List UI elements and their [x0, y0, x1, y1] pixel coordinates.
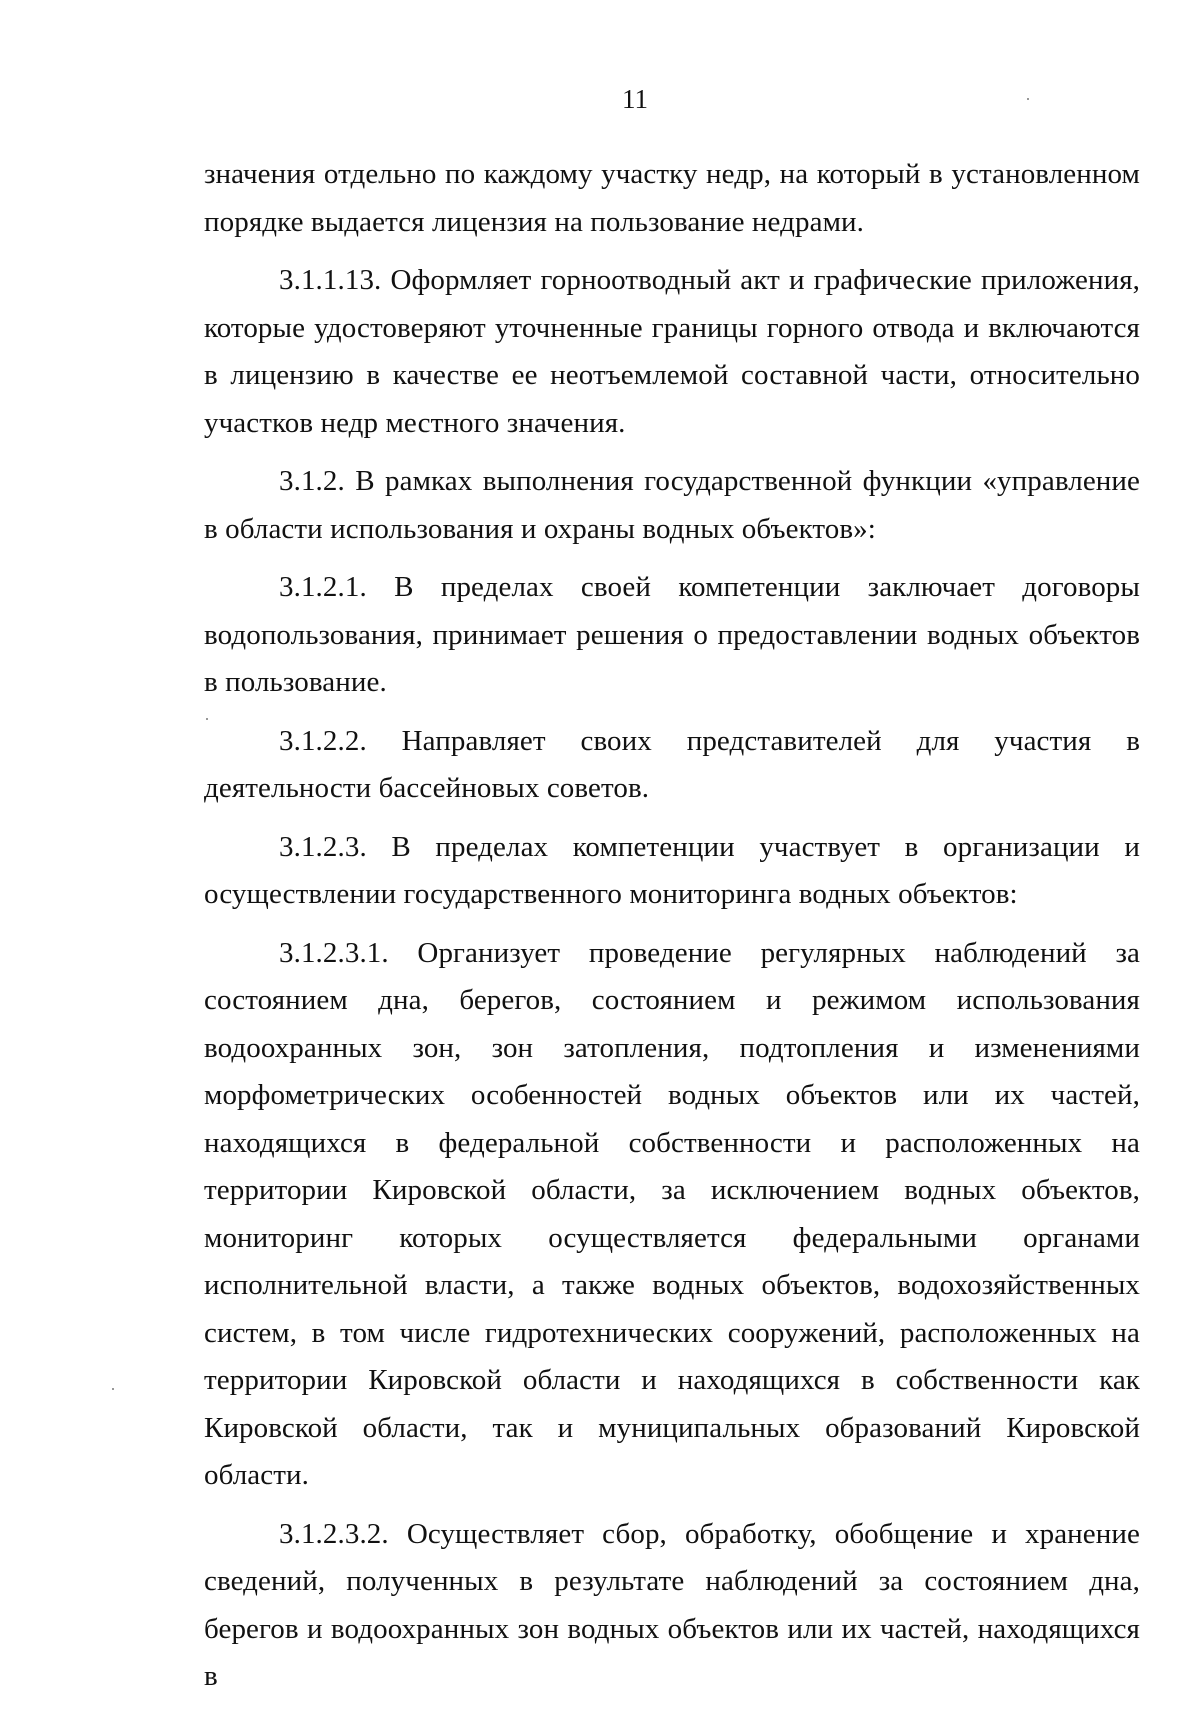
- scan-speck: [112, 1388, 114, 1390]
- paragraph-3-1-2-3-1: 3.1.2.3.1. Организует проведение регулярных наблюдений за состоянием дна, берегов, состоянием и режимом использования водоохранных зон, зон затопления, подтопления и изменениями морфометрических особенностей водных объектов или их частей, находящихся в федеральной собственности и расположенных на территории Кировской области, за исключением водных объектов, мониторинг которых осуществляется федеральными органами исполнительной власти, а также водных объектов, водохозяйственных систем, в том числе гидротехнических сооружений, расположенных на территории Кировской области и находящихся в собственности как Кировской области, так и муниципальных образований Кировской области.: [204, 936, 1140, 1491]
- paragraph-3-1-2-3: 3.1.2.3. В пределах компетенции участвует в организации и осуществлении государственного мониторинга водных объектов:: [204, 830, 1140, 910]
- page-number: 11: [622, 84, 648, 114]
- scan-speck: [1027, 98, 1029, 100]
- paragraph-3-1-2: 3.1.2. В рамках выполнения государственной функции «управление в области использования и охраны водных объектов»:: [204, 465, 1140, 545]
- paragraph-3-1-1-13: 3.1.1.13. Оформляет горноотводный акт и графические приложения, которые удостоверяют уточненные границы горного отвода и включаются в лицензию в качестве ее неотъемлемой составной части, относительно участков недр местного значения.: [204, 264, 1140, 439]
- paragraph-3-1-2-1: 3.1.2.1. В пределах своей компетенции заключает договоры водопользования, принимает решения о предоставлении водных объектов в пользование.: [204, 571, 1140, 698]
- document-body: [204, 151, 1140, 1712]
- paragraph-continuation: значения отдельно по каждому участку недр, на который в установленном порядке выдается лицензия на пользование недрами.: [204, 158, 1140, 238]
- paragraph-3-1-2-2: 3.1.2.2. Направляет своих представителей для участия в деятельности бассейновых советов.: [204, 724, 1140, 804]
- paragraph-3-1-2-3-2: 3.1.2.3.2. Осуществляет сбор, обработку, обобщение и хранение сведений, полученных в результате наблюдений за состоянием дна, берегов и водоохранных зон водных объектов или их частей, находящихся в: [204, 1517, 1140, 1692]
- scan-speck: [206, 718, 208, 720]
